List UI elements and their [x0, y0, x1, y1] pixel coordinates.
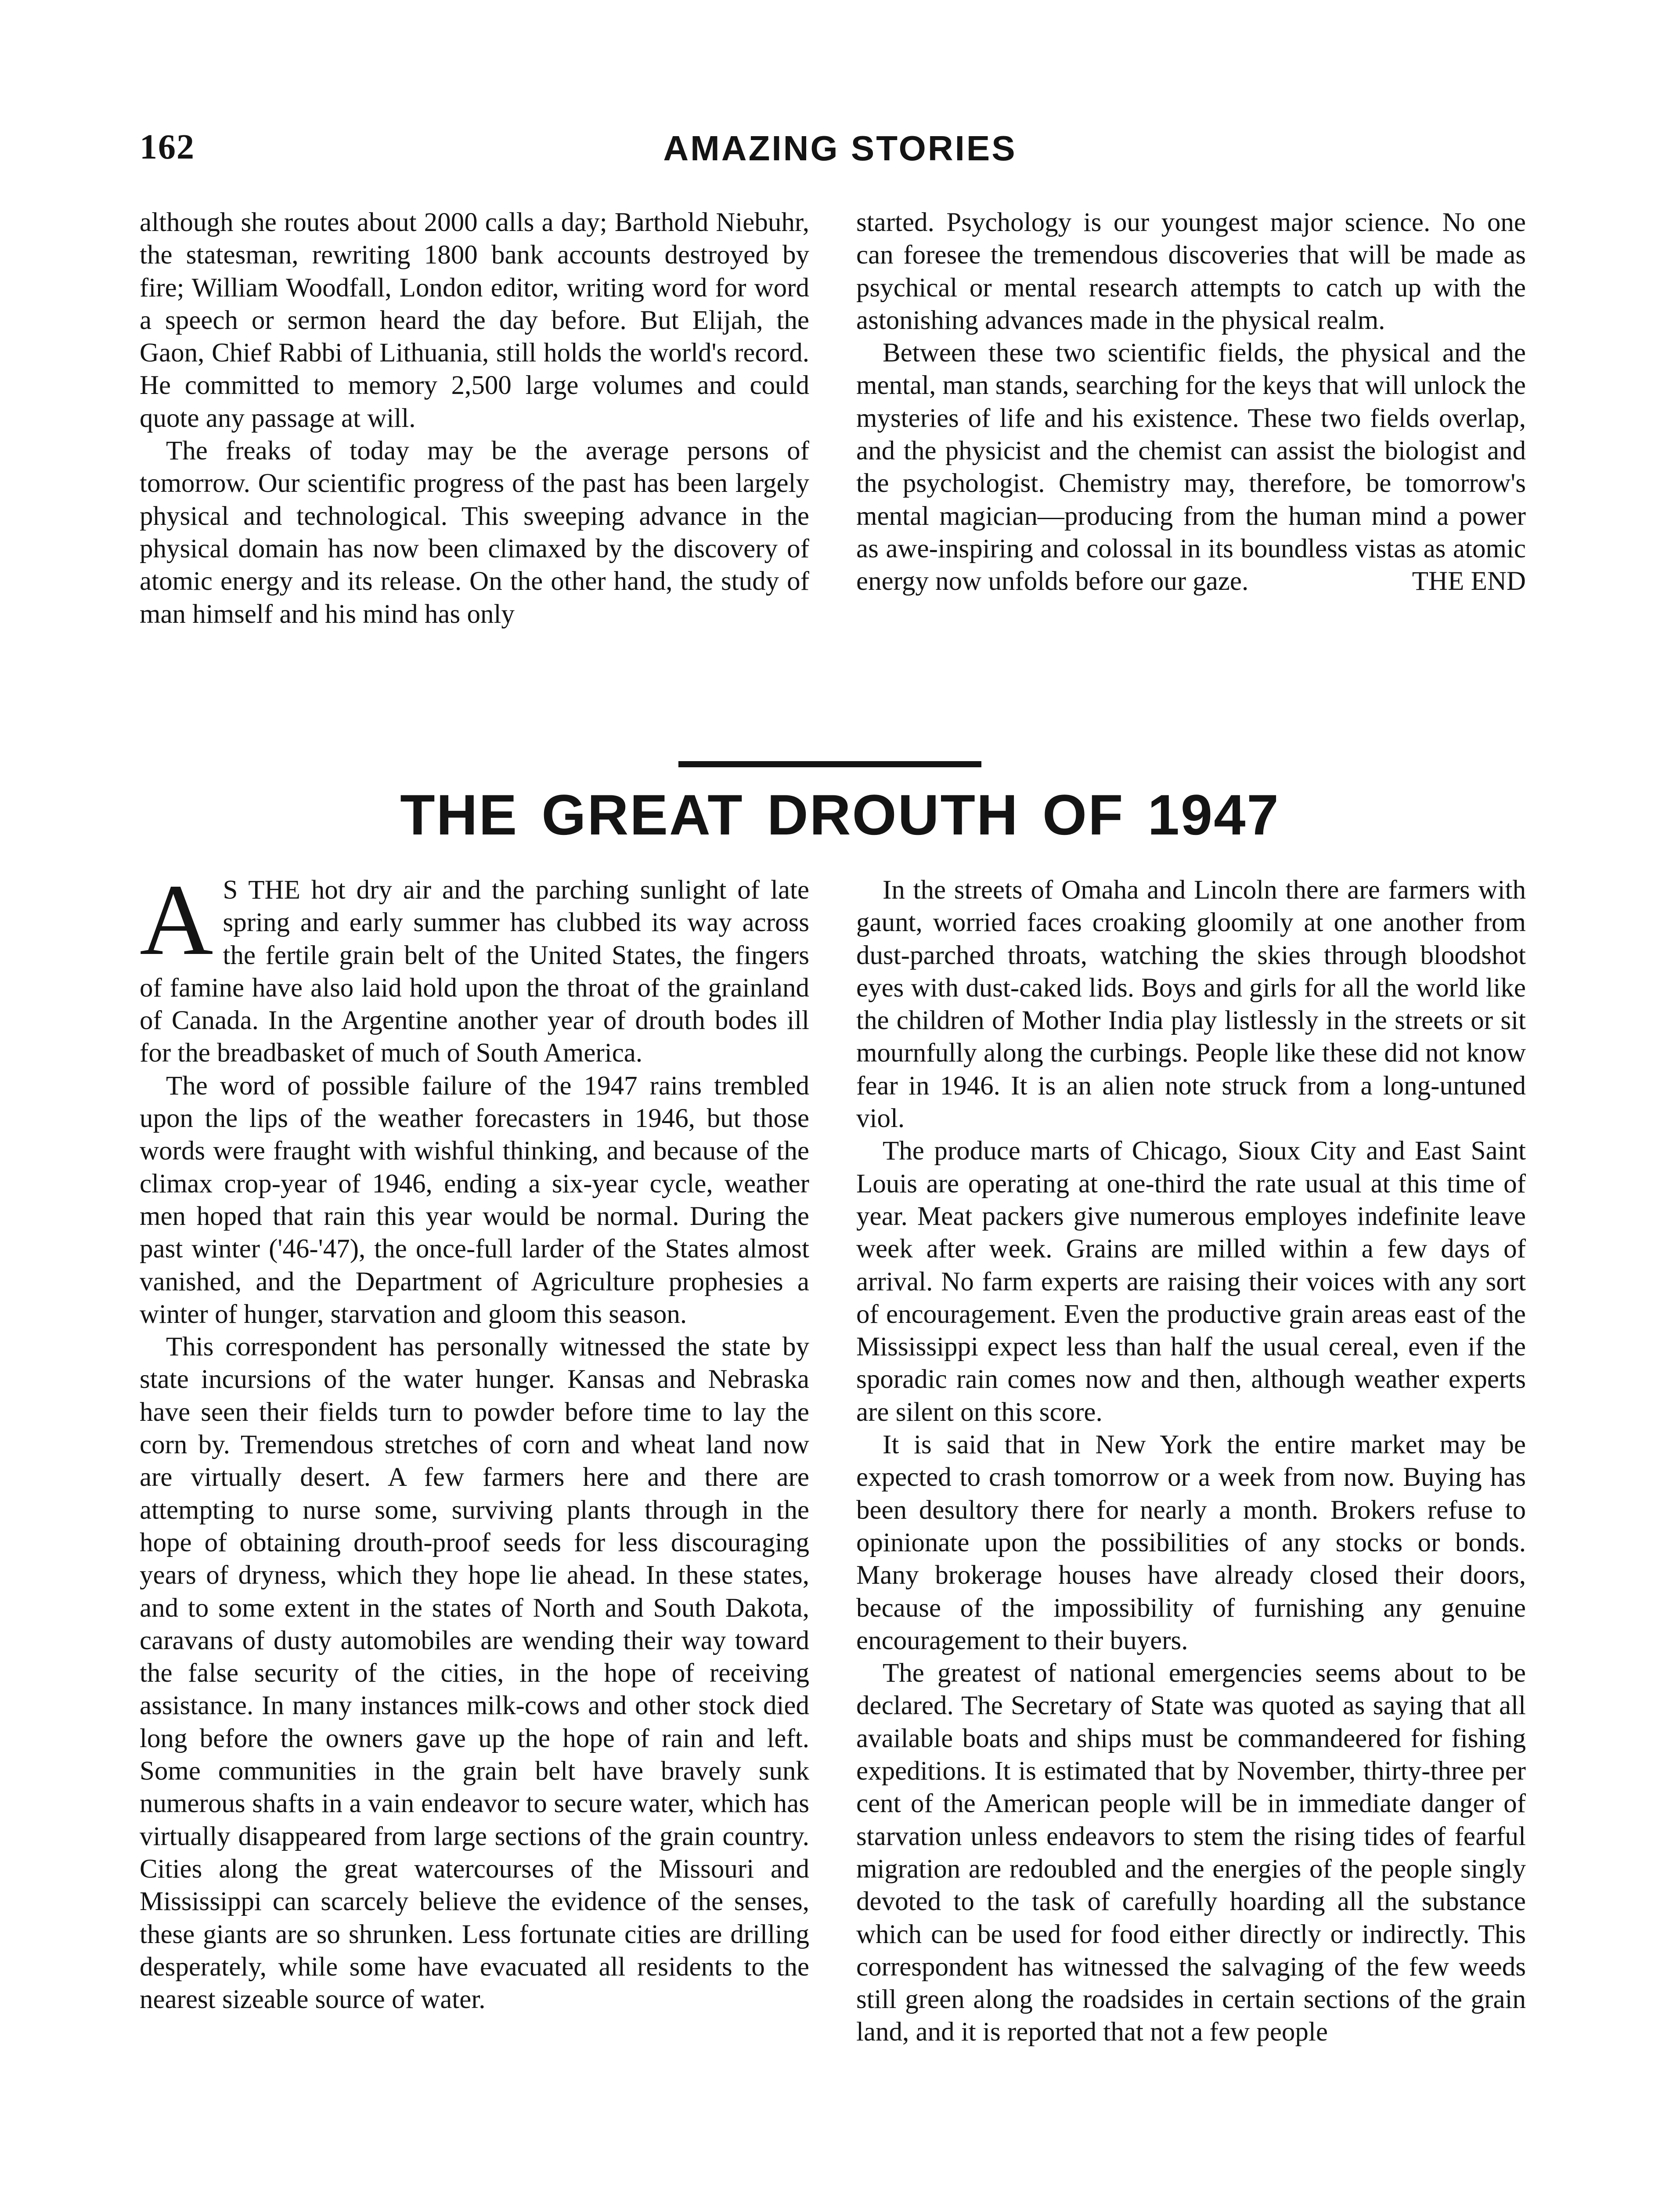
paragraph-text: Between these two scientific fields, the physical and the mental, man stands, searching for the keys that will unlock the mysteries of life and his existence. These two fields overlap, and the physicist and the chemist can assist the biologist and the psychologist. Chemistry may, therefore, be tomorrow's mental magician—producing from the human mind a power as awe-inspiring and colossal in its boundless vistas as atomic energy now unfolds before our gaze. [856, 338, 1526, 596]
paragraph: although she routes about 2000 calls a day; Barthold Niebuhr, the statesman, rewriting 1800 bank accounts destroyed by fire; William Woodfall, London editor, writing word for word a speech or sermon heard the day before. But Elijah, the Gaon, Chief Rabbi of Lithuania, still holds the world's record. He committed to memory 2,500 large volumes and could quote any passage at will. [140, 208, 809, 433]
paragraph-text: S THE hot dry air and the parching sunlight of late spring and early summer has clubbed its way across the fertile grain belt of the United States, the fingers of famine have also laid hold upon the throat of the grainland of Canada. In the Argentine another year of drouth bodes ill for the breadbasket of much of South America. [140, 875, 809, 1068]
running-head: AMAZING STORIES [663, 129, 1017, 168]
previous-article-column-1 [140, 206, 809, 631]
end-mark: THE END [1412, 567, 1526, 596]
paragraph: The greatest of national emergencies seems about to be declared. The Secretary of State was quoted as saying that all available boats and ships must be commandeered for fishing expeditions. It is estimated that by November, thirty-three per cent of the American people will be in immediate danger of starvation unless endeavors to stem the rising tides of fearful migration are redoubled and the energies of the people singly devoted to the task of carefully hoarding all the substance which can be used for food either directly or indirectly. This correspondent has witnessed the salvaging of the few weeds still green along the roadsides in certain sections of the grain land, and it is reported that not a few people [856, 1658, 1526, 2047]
article-title: THE GREAT DROUTH OF 1947 [400, 783, 1280, 847]
paragraph: The produce marts of Chicago, Sioux City and East Saint Louis are operating at one-third the rate usual at this time of year. Meat packers give numerous employes indefinite leave week after week. Grains are milled within a few days of arrival. No farm experts are raising their voices with any sort of encouragement. Even the productive grain areas east of the Mississippi expect less than half the usual cereal, even if the sporadic rain comes now and then, although weather experts are silent on this score. [856, 1136, 1526, 1427]
page-number: 162 [140, 128, 195, 166]
previous-article-column-2 [856, 206, 1526, 598]
article-column-1 [140, 863, 809, 2016]
drop-cap: A [140, 863, 213, 976]
section-divider [678, 761, 981, 767]
paragraph: It is said that in New York the entire market may be expected to crash tomorrow or a week from now. Buying has been desultory there for nearly a month. Brokers refuse to opinionate upon the possibilities of any stocks or bonds. Many brokerage houses have already closed their doors, because of the impossibility of furnishing any genuine encouragement to their buyers. [856, 1430, 1526, 1655]
paragraph: This correspondent has personally witnessed the state by state incursions of the water hunger. Kansas and Nebraska have seen their fields turn to powder before time to lay the corn by. Tremendous stretches of corn and wheat land now are virtually desert. A few farmers here and there are attempting to nurse some, surviving plants through in the hope of obtaining drouth-proof seeds for less discouraging years of dryness, which they hope lie ahead. In these states, and to some extent in the states of North and South Dakota, caravans of dusty automobiles are wending their way toward the false security of the cities, in the hope of receiving assistance. In many instances milk-cows and other stock died long before the owners gave up the hope of rain and left. Some communities in the grain belt have bravely sunk numerous shafts in a vain endeavor to secure water, which has virtually disappeared from large sections of the grain country. Cities along the great watercourses of the Missouri and Mississippi can scarcely believe the evidence of the senses, these giants are so shrunken. Less fortunate cities are drilling desperately, while some have evacuated all residents to the nearest sizeable source of water. [140, 1332, 809, 2015]
article-column-2 [856, 874, 1526, 2049]
paragraph: In the streets of Omaha and Lincoln there are farmers with gaunt, worried faces croaking gloomily at one another from dust-parched throats, watching the skies through bloodshot eyes with dust-caked lids. Boys and girls for all the world like the children of Mother India play listlessly in the streets or sit mournfully along the curbings. People like these did not know fear in 1946. It is an alien note struck from a long-untuned viol. [856, 875, 1526, 1134]
paragraph: The word of possible failure of the 1947 rains trembled upon the lips of the weather forecasters in 1946, but those words were fraught with wishful thinking, and because of the climax crop-year of 1946, ending a six-year cycle, weather men hoped that rain this year would be normal. During the past winter ('46-'47), the once-full larder of the States almost vanished, and the Department of Agriculture prophesies a winter of hunger, starvation and gloom this season. [140, 1071, 809, 1329]
paragraph [856, 337, 1526, 598]
opening-paragraph [140, 863, 809, 1070]
paragraph: The freaks of today may be the average persons of tomorrow. Our scientific progress of the past has been largely physical and technological. This sweeping advance in the physical domain has now been climaxed by the discovery of atomic energy and its release. On the other hand, the study of man himself and his mind has only [140, 436, 809, 629]
paragraph: started. Psychology is our youngest major science. No one can foresee the tremendous discoveries that will be made as psychical or mental research attempts to catch up with the astonishing advances made in the physical realm. [856, 208, 1526, 335]
